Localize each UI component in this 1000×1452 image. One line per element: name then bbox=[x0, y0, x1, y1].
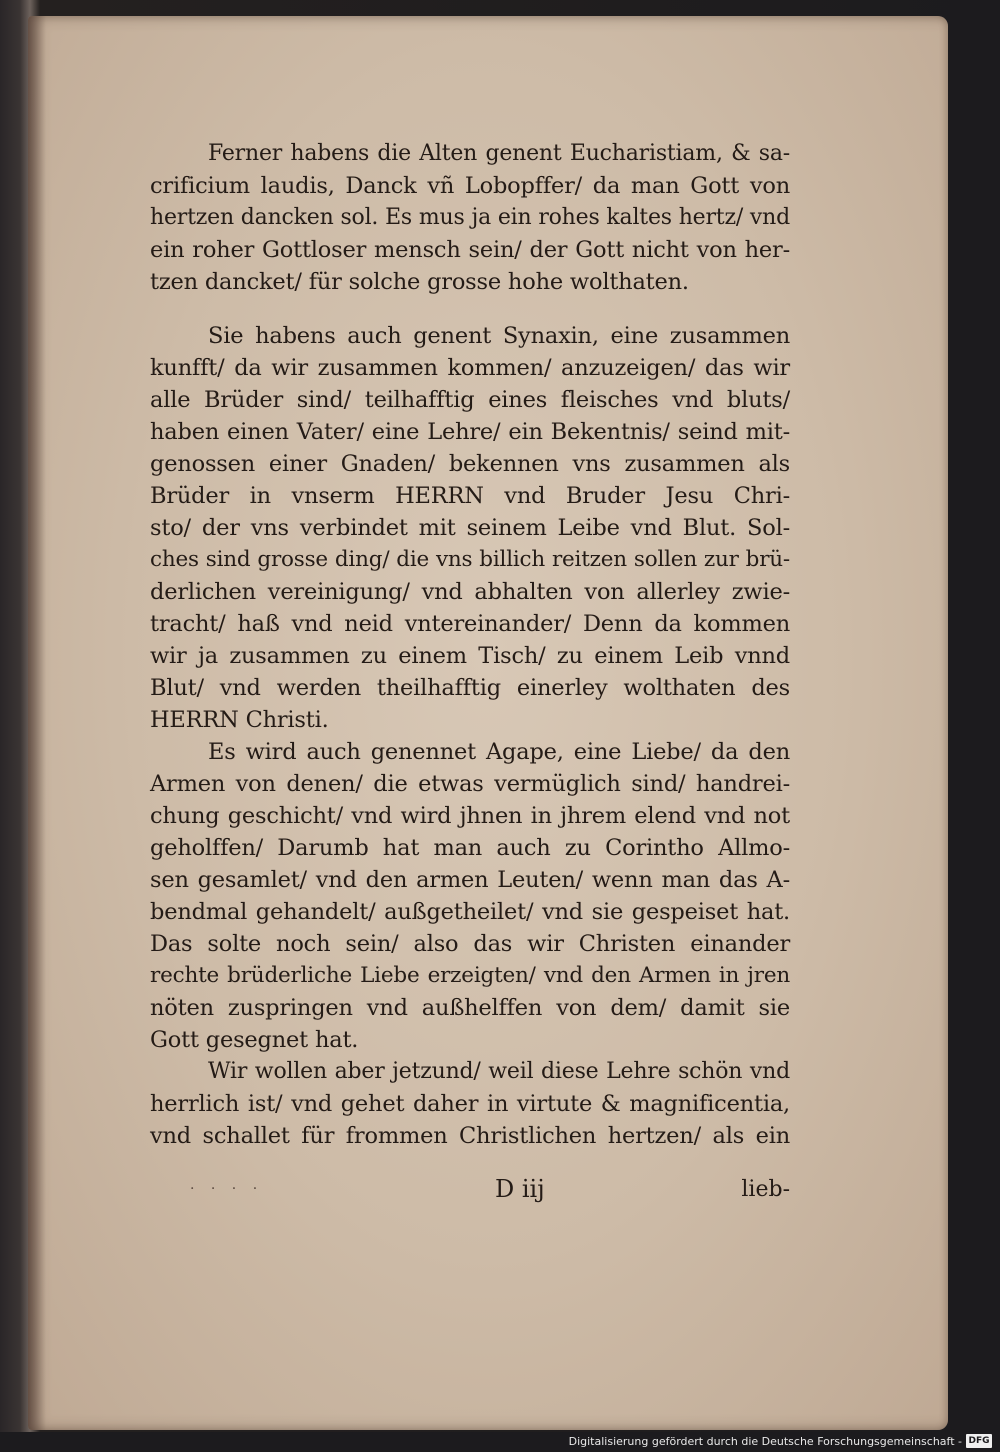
text-line: ches sind grosse ding/ die vns billich reitzen sollen zur brü- bbox=[150, 547, 790, 572]
text-line: geholffen/ Darumb hat man auch zu Corintho Allmo- bbox=[150, 835, 790, 861]
paragraph-eucharistia bbox=[150, 138, 790, 298]
text-line: Das solte noch sein/ also das wir Christen einander bbox=[150, 931, 790, 957]
text-line: Gott gesegnet hat. bbox=[150, 1027, 359, 1053]
text-line: Blut/ vnd werden theilhafftig einerley wolthaten des bbox=[150, 675, 790, 701]
text-line: herrlich ist/ vnd gehet daher in virtute & magnificentia, bbox=[150, 1091, 790, 1117]
dfg-logo-icon: DFG bbox=[966, 1434, 992, 1448]
text-line: kunfft/ da wir zusammen kommen/ anzuzeigen/ das wir bbox=[150, 355, 790, 381]
text-line: sen gesamlet/ vnd den armen Leuten/ wenn man das A- bbox=[150, 867, 790, 893]
text-line: chung geschicht/ vnd wird jhnen in jhrem elend vnd not bbox=[150, 803, 790, 829]
paragraph-virtute bbox=[150, 1056, 790, 1152]
digitization-footer-bar bbox=[0, 1432, 1000, 1452]
text-line: Armen von denen/ die etwas vermüglich sind/ handrei- bbox=[150, 771, 790, 797]
text-line: crificium laudis, Danck vñ Lobopffer/ da man Gott von bbox=[150, 173, 790, 199]
paragraph-agape bbox=[150, 736, 790, 1056]
text-line: sto/ der vns verbindet mit seinem Leibe vnd Blut. Sol- bbox=[150, 515, 790, 541]
text-line: derlichen vereinigung/ vnd abhalten von allerley zwie- bbox=[150, 579, 790, 605]
text-line: Brüder in vnserm HERRN vnd Bruder Jesu Chri- bbox=[150, 483, 790, 509]
page-footer-line bbox=[150, 1175, 790, 1215]
text-line: alle Brüder sind/ teilhafftig eines fleisches vnd bluts/ bbox=[150, 387, 790, 413]
text-line: nöten zuspringen vnd außhelffen von dem/ damit sie bbox=[150, 995, 790, 1021]
text-line: hertzen dancken sol. Es mus ja ein rohes kaltes hertz/ vnd bbox=[150, 205, 790, 230]
text-line: wir ja zusammen zu einem Tisch/ zu einem Leib vnnd bbox=[150, 643, 790, 669]
page-text-block bbox=[150, 138, 790, 1152]
text-line: ein roher Gottloser mensch sein/ der Gott nicht von her- bbox=[150, 237, 790, 263]
text-line: HERRN Christi. bbox=[150, 707, 329, 733]
text-line: rechte brüderliche Liebe erzeigten/ vnd den Armen in jren bbox=[150, 963, 790, 988]
page-spine-shadow bbox=[28, 16, 46, 1430]
text-line: Wir wollen aber jetzund/ weil diese Lehre schön vnd bbox=[208, 1059, 790, 1084]
text-line: Ferner habens die Alten genent Eucharistiam, & sa- bbox=[208, 141, 790, 166]
signature-mark: D iij bbox=[495, 1175, 545, 1203]
catchword: lieb- bbox=[741, 1177, 790, 1202]
text-line: tracht/ haß vnd neid vntereinander/ Denn da kommen bbox=[150, 611, 790, 637]
text-line: Sie habens auch genent Synaxin, eine zusammen bbox=[208, 323, 790, 349]
text-line: vnd schallet für frommen Christlichen hertzen/ als ein bbox=[150, 1123, 790, 1149]
text-line: tzen dancket/ für solche grosse hohe wolthaten. bbox=[150, 269, 689, 295]
paragraph-gap bbox=[150, 298, 790, 320]
funding-credit: Digitalisierung gefördert durch die Deutsche Forschungsgemeinschaft - bbox=[568, 1435, 962, 1448]
text-line: haben einen Vater/ eine Lehre/ ein Bekentnis/ seind mit- bbox=[150, 419, 790, 445]
text-line: bendmal gehandelt/ außgetheilet/ vnd sie gespeiset hat. bbox=[150, 899, 790, 925]
text-line: genossen einer Gnaden/ bekennen vns zusammen als bbox=[150, 451, 790, 477]
paragraph-synaxis bbox=[150, 320, 790, 736]
faint-marks: · · · · bbox=[190, 1181, 264, 1197]
text-line: Es wird auch genennet Agape, eine Liebe/ da den bbox=[208, 739, 790, 765]
